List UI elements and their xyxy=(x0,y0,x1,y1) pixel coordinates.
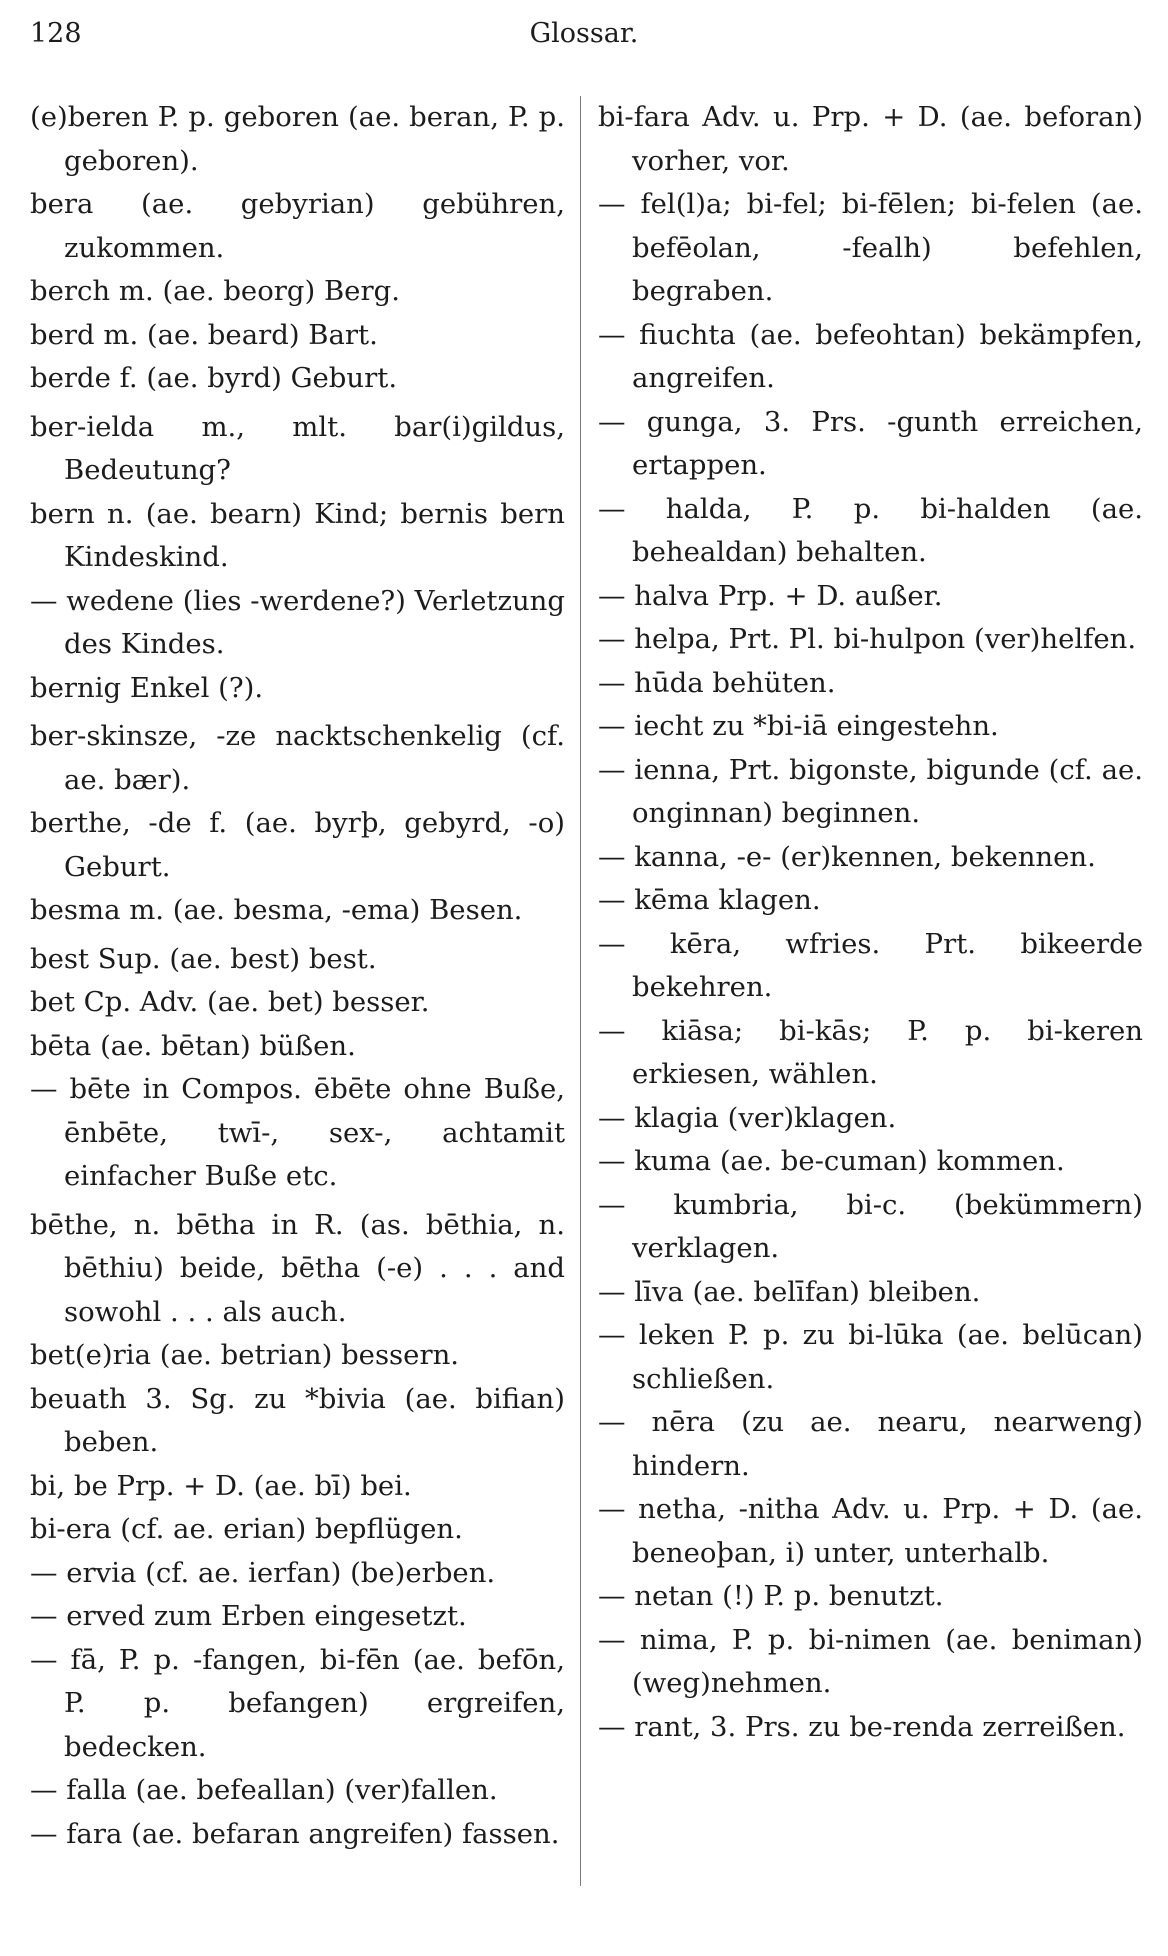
glossary-entry: bera (ae. gebyrian) gebühren, zukommen. xyxy=(30,188,565,264)
glossary-entry: besma m. (ae. besma, -ema) Besen. xyxy=(30,894,523,926)
glossary-entry: — fiuchta (ae. befeohtan) bekämpfen, angreifen. xyxy=(598,318,1143,394)
glossary-entry: berd m. (ae. beard) Bart. xyxy=(30,318,378,351)
glossary-entry: bernig Enkel (?). xyxy=(30,671,264,704)
page-number: 128 xyxy=(30,18,82,49)
glossary-entry: — kuma (ae. be-cuman) kommen. xyxy=(598,1145,1065,1177)
glossary-entry: — netan (!) P. p. benutzt. xyxy=(598,1580,944,1612)
running-head: Glossar. xyxy=(529,18,639,49)
glossary-entry: bi, be Prp. + D. (ae. bī) bei. xyxy=(30,1469,412,1502)
glossary-entry: — halva Prp. + D. außer. xyxy=(598,579,943,612)
glossary-entry: — fara (ae. befaran angreifen) fassen. xyxy=(30,1817,560,1850)
glossary-entry: — ienna, Prt. bigonste, bigunde (cf. ae. onginnan) beginnen. xyxy=(598,753,1143,829)
glossary-entry: ber-skinsze, -ze nacktschenkelig (cf. ae. bær). xyxy=(30,720,565,796)
glossary-entry: berde f. (ae. byrd) Geburt. xyxy=(30,362,398,394)
glossary-entry: bēta (ae. bētan) büßen. xyxy=(30,1029,356,1062)
glossary-entry: — iecht zu *bi-iā eingestehn. xyxy=(598,710,999,742)
glossary-entry: best Sup. (ae. best) best. xyxy=(30,942,377,975)
glossary-entry: — kanna, -e- (er)kennen, bekennen. xyxy=(598,840,1096,873)
glossary-entry: — helpa, Prt. Pl. bi-hulpon (ver)helfen. xyxy=(598,623,1137,655)
glossary-entry: bēthe, n. bētha in R. (as. bēthia, n. bēthiu) beide, bētha (-e) . . . and sowohl . . . als auch. xyxy=(30,1208,565,1328)
glossary-entry: — falla (ae. befeallan) (ver)fallen. xyxy=(30,1774,498,1806)
glossary-entry: bi-era (cf. ae. erian) bepflügen. xyxy=(30,1513,463,1545)
glossary-entry: — hūda behüten. xyxy=(598,666,836,699)
glossary-entry: — klagia (ver)klagen. xyxy=(598,1101,897,1134)
glossary-entry: ber-ielda m., mlt. bar(i)gildus, Bedeutung? xyxy=(30,410,565,486)
glossary-entry: — fā, P. p. -fangen, bi-fēn (ae. befōn, P. p. befangen) ergreifen, bedecken. xyxy=(30,1643,565,1763)
glossary-entry: — halda, P. p. bi-halden (ae. behealdan) behalten. xyxy=(598,492,1143,568)
column-rule xyxy=(580,96,581,1886)
glossary-entry: — kēma klagen. xyxy=(598,884,821,916)
glossary-entry: bet(e)ria (ae. betrian) bessern. xyxy=(30,1339,460,1371)
glossary-entry: — leken P. p. zu bi-lūka (ae. belūcan) schließen. xyxy=(598,1319,1143,1395)
glossary-entry: — rant, 3. Prs. zu be-renda zerreißen. xyxy=(598,1710,1126,1743)
glossary-entry: — wedene (lies -werdene?) Verletzung des Kindes. xyxy=(30,584,565,660)
glossary-entry: bern n. (ae. bearn) Kind; bernis bern Kindeskind. xyxy=(30,497,565,573)
glossary-entry: — gunga, 3. Prs. -gunth erreichen, ertappen. xyxy=(598,405,1143,481)
glossary-entry: — fel(l)a; bi-fel; bi-fēlen; bi-felen (ae. befēolan, -fealh) befehlen, begraben. xyxy=(598,188,1143,307)
glossary-entry: — bēte in Compos. ēbēte ohne Buße, ēnbēte, twī-, sex-, achtamit einfacher Buße etc. xyxy=(30,1073,565,1192)
glossary-entry: bi-fara Adv. u. Prp. + D. (ae. beforan) vorher, vor. xyxy=(598,101,1143,177)
glossary-entry: bet Cp. Adv. (ae. bet) besser. xyxy=(30,986,430,1018)
glossary-entry: — kēra, wfries. Prt. bikeerde bekehren. xyxy=(598,927,1143,1003)
glossary-entry: — netha, -nitha Adv. u. Prp. + D. (ae. beneoþan, i) unter, unterhalb. xyxy=(598,1493,1143,1569)
glossary-entry: (e)beren P. p. geboren (ae. beran, P. p. geboren). xyxy=(30,101,565,177)
glossary-entry: — nima, P. p. bi-nimen (ae. beniman) (weg)nehmen. xyxy=(598,1623,1143,1699)
glossary-entry: — erved zum Erben eingesetzt. xyxy=(30,1600,467,1632)
glossary-entry: berthe, -de f. (ae. byrþ, gebyrd, -o) Geburt. xyxy=(30,807,565,883)
glossary-entry: — kumbria, bi-c. (bekümmern) verklagen. xyxy=(598,1188,1143,1264)
glossary-entry: — nēra (zu ae. nearu, nearweng) hindern. xyxy=(598,1406,1143,1482)
glossary-entry: — līva (ae. belīfan) bleiben. xyxy=(598,1275,981,1308)
glossary-entry: — kiāsa; bi-kās; P. p. bi-keren erkiesen, wählen. xyxy=(598,1014,1143,1090)
glossary-entry: beuath 3. Sg. zu *bivia (ae. bifian) beben. xyxy=(30,1382,565,1458)
glossary-entry: — ervia (cf. ae. ierfan) (be)erben. xyxy=(30,1556,496,1589)
right-column xyxy=(598,96,1143,1896)
left-column xyxy=(30,96,565,1896)
glossary-entry: berch m. (ae. beorg) Berg. xyxy=(30,275,400,307)
